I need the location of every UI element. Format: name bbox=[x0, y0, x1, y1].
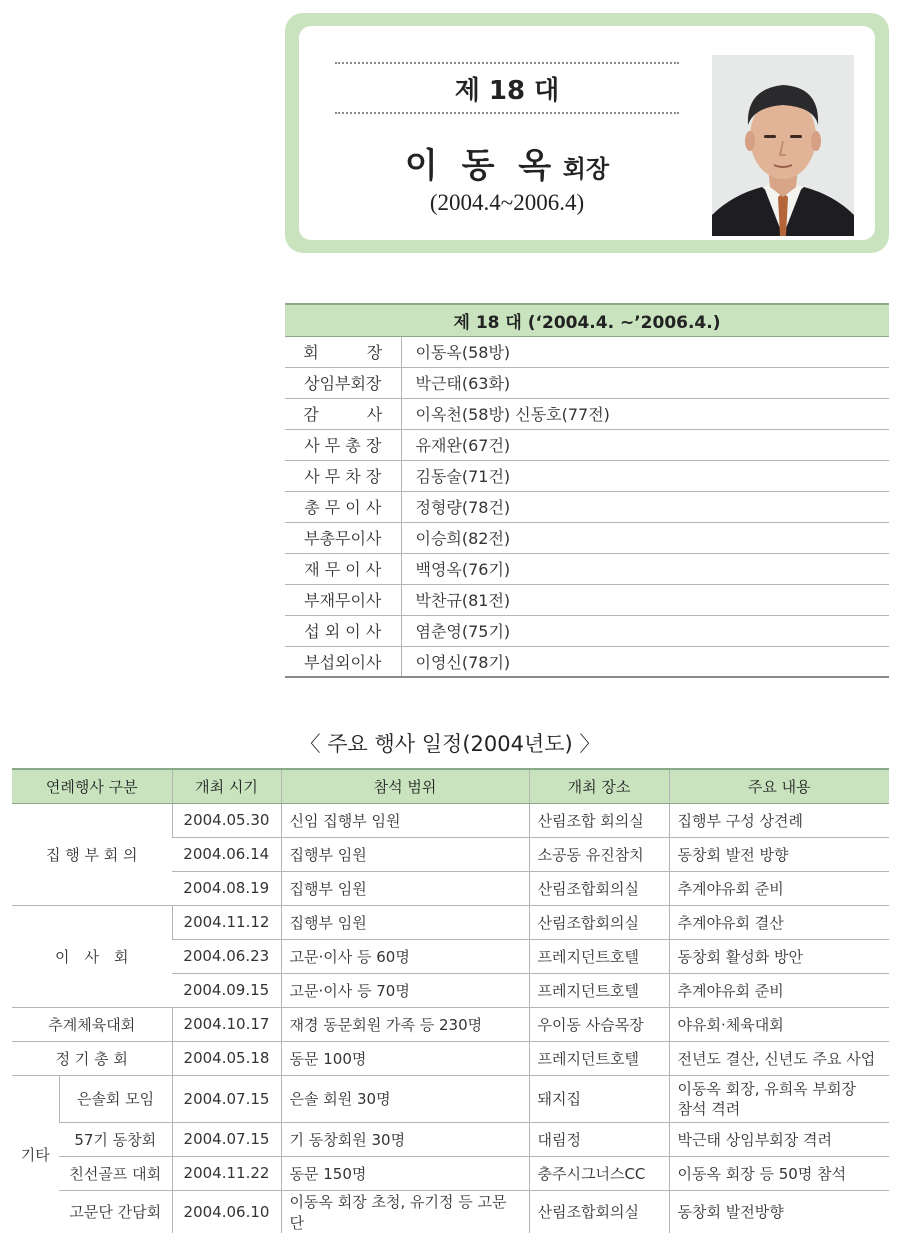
event-content-line1: 이동옥 회장, 유희옥 부회장 bbox=[677, 1079, 856, 1098]
president-card bbox=[285, 13, 889, 253]
event-place: 산림조합회의실 bbox=[529, 905, 669, 939]
event-date: 2004.10.17 bbox=[172, 1007, 281, 1041]
schedule-title: 〈 주요 행사 일정(2004년도) 〉 bbox=[299, 732, 601, 756]
event-scope: 은솔 회원 30명 bbox=[281, 1075, 529, 1122]
event-scope: 기 동창회원 30명 bbox=[281, 1122, 529, 1156]
schedule-table bbox=[12, 768, 889, 1233]
event-scope: 집행부 임원 bbox=[281, 837, 529, 871]
officer-role: 총 무 이 사 bbox=[285, 491, 401, 522]
president-card-inner bbox=[299, 26, 875, 240]
officer-role: 부섭외이사 bbox=[285, 646, 401, 677]
event-place: 돼지집 bbox=[529, 1075, 669, 1122]
col-header-content: 주요 내용 bbox=[669, 769, 889, 803]
table-row bbox=[285, 522, 889, 553]
table-row bbox=[285, 460, 889, 491]
event-subcategory: 은솔회 모임 bbox=[59, 1075, 172, 1122]
event-scope: 고문·이사 등 60명 bbox=[281, 939, 529, 973]
president-heading bbox=[335, 138, 679, 187]
officers-table bbox=[285, 303, 889, 678]
event-content-line2: 참석 격려 bbox=[677, 1099, 741, 1118]
event-subcategory: 고문단 간담회 bbox=[59, 1190, 172, 1233]
group-autumn-sports: 추계체육대회 bbox=[12, 1007, 172, 1041]
group-board-meeting: 이 사 회 bbox=[12, 905, 172, 1007]
event-content: 동창회 발전방향 bbox=[669, 1190, 889, 1233]
event-place: 프레지던트호텔 bbox=[529, 939, 669, 973]
portrait-photo-icon bbox=[712, 55, 854, 236]
generation-title: 제 18 대 bbox=[454, 76, 560, 106]
event-date: 2004.11.22 bbox=[172, 1156, 281, 1190]
president-term: (2004.4~2006.4) bbox=[429, 190, 585, 215]
officer-role: 부총무이사 bbox=[285, 522, 401, 553]
event-subcategory: 친선골프 대회 bbox=[59, 1156, 172, 1190]
table-row bbox=[12, 803, 889, 837]
group-general-assembly: 정 기 총 회 bbox=[12, 1041, 172, 1075]
officers-table-title: 제 18 대 (‘2004.4. ~’2006.4.) bbox=[285, 304, 889, 336]
event-date: 2004.06.14 bbox=[172, 837, 281, 871]
event-place: 충주시그너스CC bbox=[529, 1156, 669, 1190]
officer-name: 김동술(71건) bbox=[401, 460, 889, 491]
table-row bbox=[12, 1190, 889, 1233]
event-content: 추계야유회 준비 bbox=[669, 871, 889, 905]
officer-name: 이옥천(58방) 신동호(77전) bbox=[401, 398, 889, 429]
event-place: 산림조합회의실 bbox=[529, 871, 669, 905]
event-scope: 동문 150명 bbox=[281, 1156, 529, 1190]
table-row bbox=[12, 1007, 889, 1041]
event-date: 2004.07.15 bbox=[172, 1122, 281, 1156]
officer-name: 박근태(63화) bbox=[401, 367, 889, 398]
officer-name: 박찬규(81전) bbox=[401, 584, 889, 615]
event-scope: 이동옥 회장 초청, 유기정 등 고문단 bbox=[281, 1190, 529, 1233]
event-date: 2004.07.15 bbox=[172, 1075, 281, 1122]
event-content: 야유회·체육대회 bbox=[669, 1007, 889, 1041]
event-place: 프레지던트호텔 bbox=[529, 973, 669, 1007]
event-date: 2004.05.18 bbox=[172, 1041, 281, 1075]
officer-role: 섭 외 이 사 bbox=[285, 615, 401, 646]
table-row bbox=[285, 367, 889, 398]
table-row bbox=[285, 553, 889, 584]
officer-name: 유재완(67건) bbox=[401, 429, 889, 460]
officer-name: 이동옥(58방) bbox=[401, 336, 889, 367]
table-row bbox=[285, 584, 889, 615]
officer-role: 사 무 총 장 bbox=[285, 429, 401, 460]
event-date: 2004.06.10 bbox=[172, 1190, 281, 1233]
event-place: 프레지던트호텔 bbox=[529, 1041, 669, 1075]
table-row bbox=[285, 429, 889, 460]
officer-role: 재 무 이 사 bbox=[285, 553, 401, 584]
event-scope: 신임 집행부 임원 bbox=[281, 803, 529, 837]
table-row bbox=[12, 1122, 889, 1156]
table-row bbox=[12, 1075, 889, 1122]
event-content: 이동옥 회장 등 50명 참석 bbox=[669, 1156, 889, 1190]
event-place: 산림조합 회의실 bbox=[529, 803, 669, 837]
dotted-divider-bottom bbox=[335, 112, 679, 114]
table-row bbox=[285, 615, 889, 646]
officer-name: 백영옥(76기) bbox=[401, 553, 889, 584]
officer-role: 회 장 bbox=[285, 336, 401, 367]
event-content: 집행부 구성 상견례 bbox=[669, 803, 889, 837]
event-content bbox=[669, 1075, 889, 1122]
officer-name: 정형량(78건) bbox=[401, 491, 889, 522]
event-content: 추계야유회 준비 bbox=[669, 973, 889, 1007]
officer-role: 부재무이사 bbox=[285, 584, 401, 615]
event-place: 산림조합회의실 bbox=[529, 1190, 669, 1233]
event-scope: 고문·이사 등 70명 bbox=[281, 973, 529, 1007]
col-header-category: 연례행사 구분 bbox=[12, 769, 172, 803]
officer-name: 염춘영(75기) bbox=[401, 615, 889, 646]
event-scope: 재경 동문회원 가족 등 230명 bbox=[281, 1007, 529, 1041]
officer-name: 이영신(78기) bbox=[401, 646, 889, 677]
event-content: 추계야유회 결산 bbox=[669, 905, 889, 939]
event-date: 2004.11.12 bbox=[172, 905, 281, 939]
col-header-place: 개최 장소 bbox=[529, 769, 669, 803]
group-exec-meeting: 집 행 부 회 의 bbox=[12, 803, 172, 905]
event-place: 우이동 사슴목장 bbox=[529, 1007, 669, 1041]
event-place: 대림정 bbox=[529, 1122, 669, 1156]
table-row bbox=[12, 1156, 889, 1190]
event-subcategory: 57기 동창회 bbox=[59, 1122, 172, 1156]
event-place: 소공동 유진참치 bbox=[529, 837, 669, 871]
dotted-divider-top bbox=[335, 62, 679, 64]
president-name: 이 동 옥 bbox=[404, 146, 558, 186]
event-date: 2004.09.15 bbox=[172, 973, 281, 1007]
col-header-scope: 참석 범위 bbox=[281, 769, 529, 803]
officer-role: 상임부회장 bbox=[285, 367, 401, 398]
table-row bbox=[12, 1041, 889, 1075]
event-date: 2004.05.30 bbox=[172, 803, 281, 837]
event-content: 동창회 발전 방향 bbox=[669, 837, 889, 871]
event-content: 동창회 활성화 방안 bbox=[669, 939, 889, 973]
col-header-date: 개최 시기 bbox=[172, 769, 281, 803]
event-scope: 집행부 임원 bbox=[281, 905, 529, 939]
event-content: 전년도 결산, 신년도 주요 사업 bbox=[669, 1041, 889, 1075]
officer-name: 이승희(82전) bbox=[401, 522, 889, 553]
event-date: 2004.08.19 bbox=[172, 871, 281, 905]
event-scope: 동문 100명 bbox=[281, 1041, 529, 1075]
table-row bbox=[285, 646, 889, 677]
table-row bbox=[285, 398, 889, 429]
officer-role: 사 무 차 장 bbox=[285, 460, 401, 491]
table-row bbox=[285, 336, 889, 367]
event-date: 2004.06.23 bbox=[172, 939, 281, 973]
table-row bbox=[285, 491, 889, 522]
officer-role: 감 사 bbox=[285, 398, 401, 429]
table-row bbox=[12, 905, 889, 939]
event-scope: 집행부 임원 bbox=[281, 871, 529, 905]
president-title: 회장 bbox=[562, 154, 610, 183]
group-etc: 기타 bbox=[12, 1075, 59, 1233]
event-content: 박근태 상임부회장 격려 bbox=[669, 1122, 889, 1156]
